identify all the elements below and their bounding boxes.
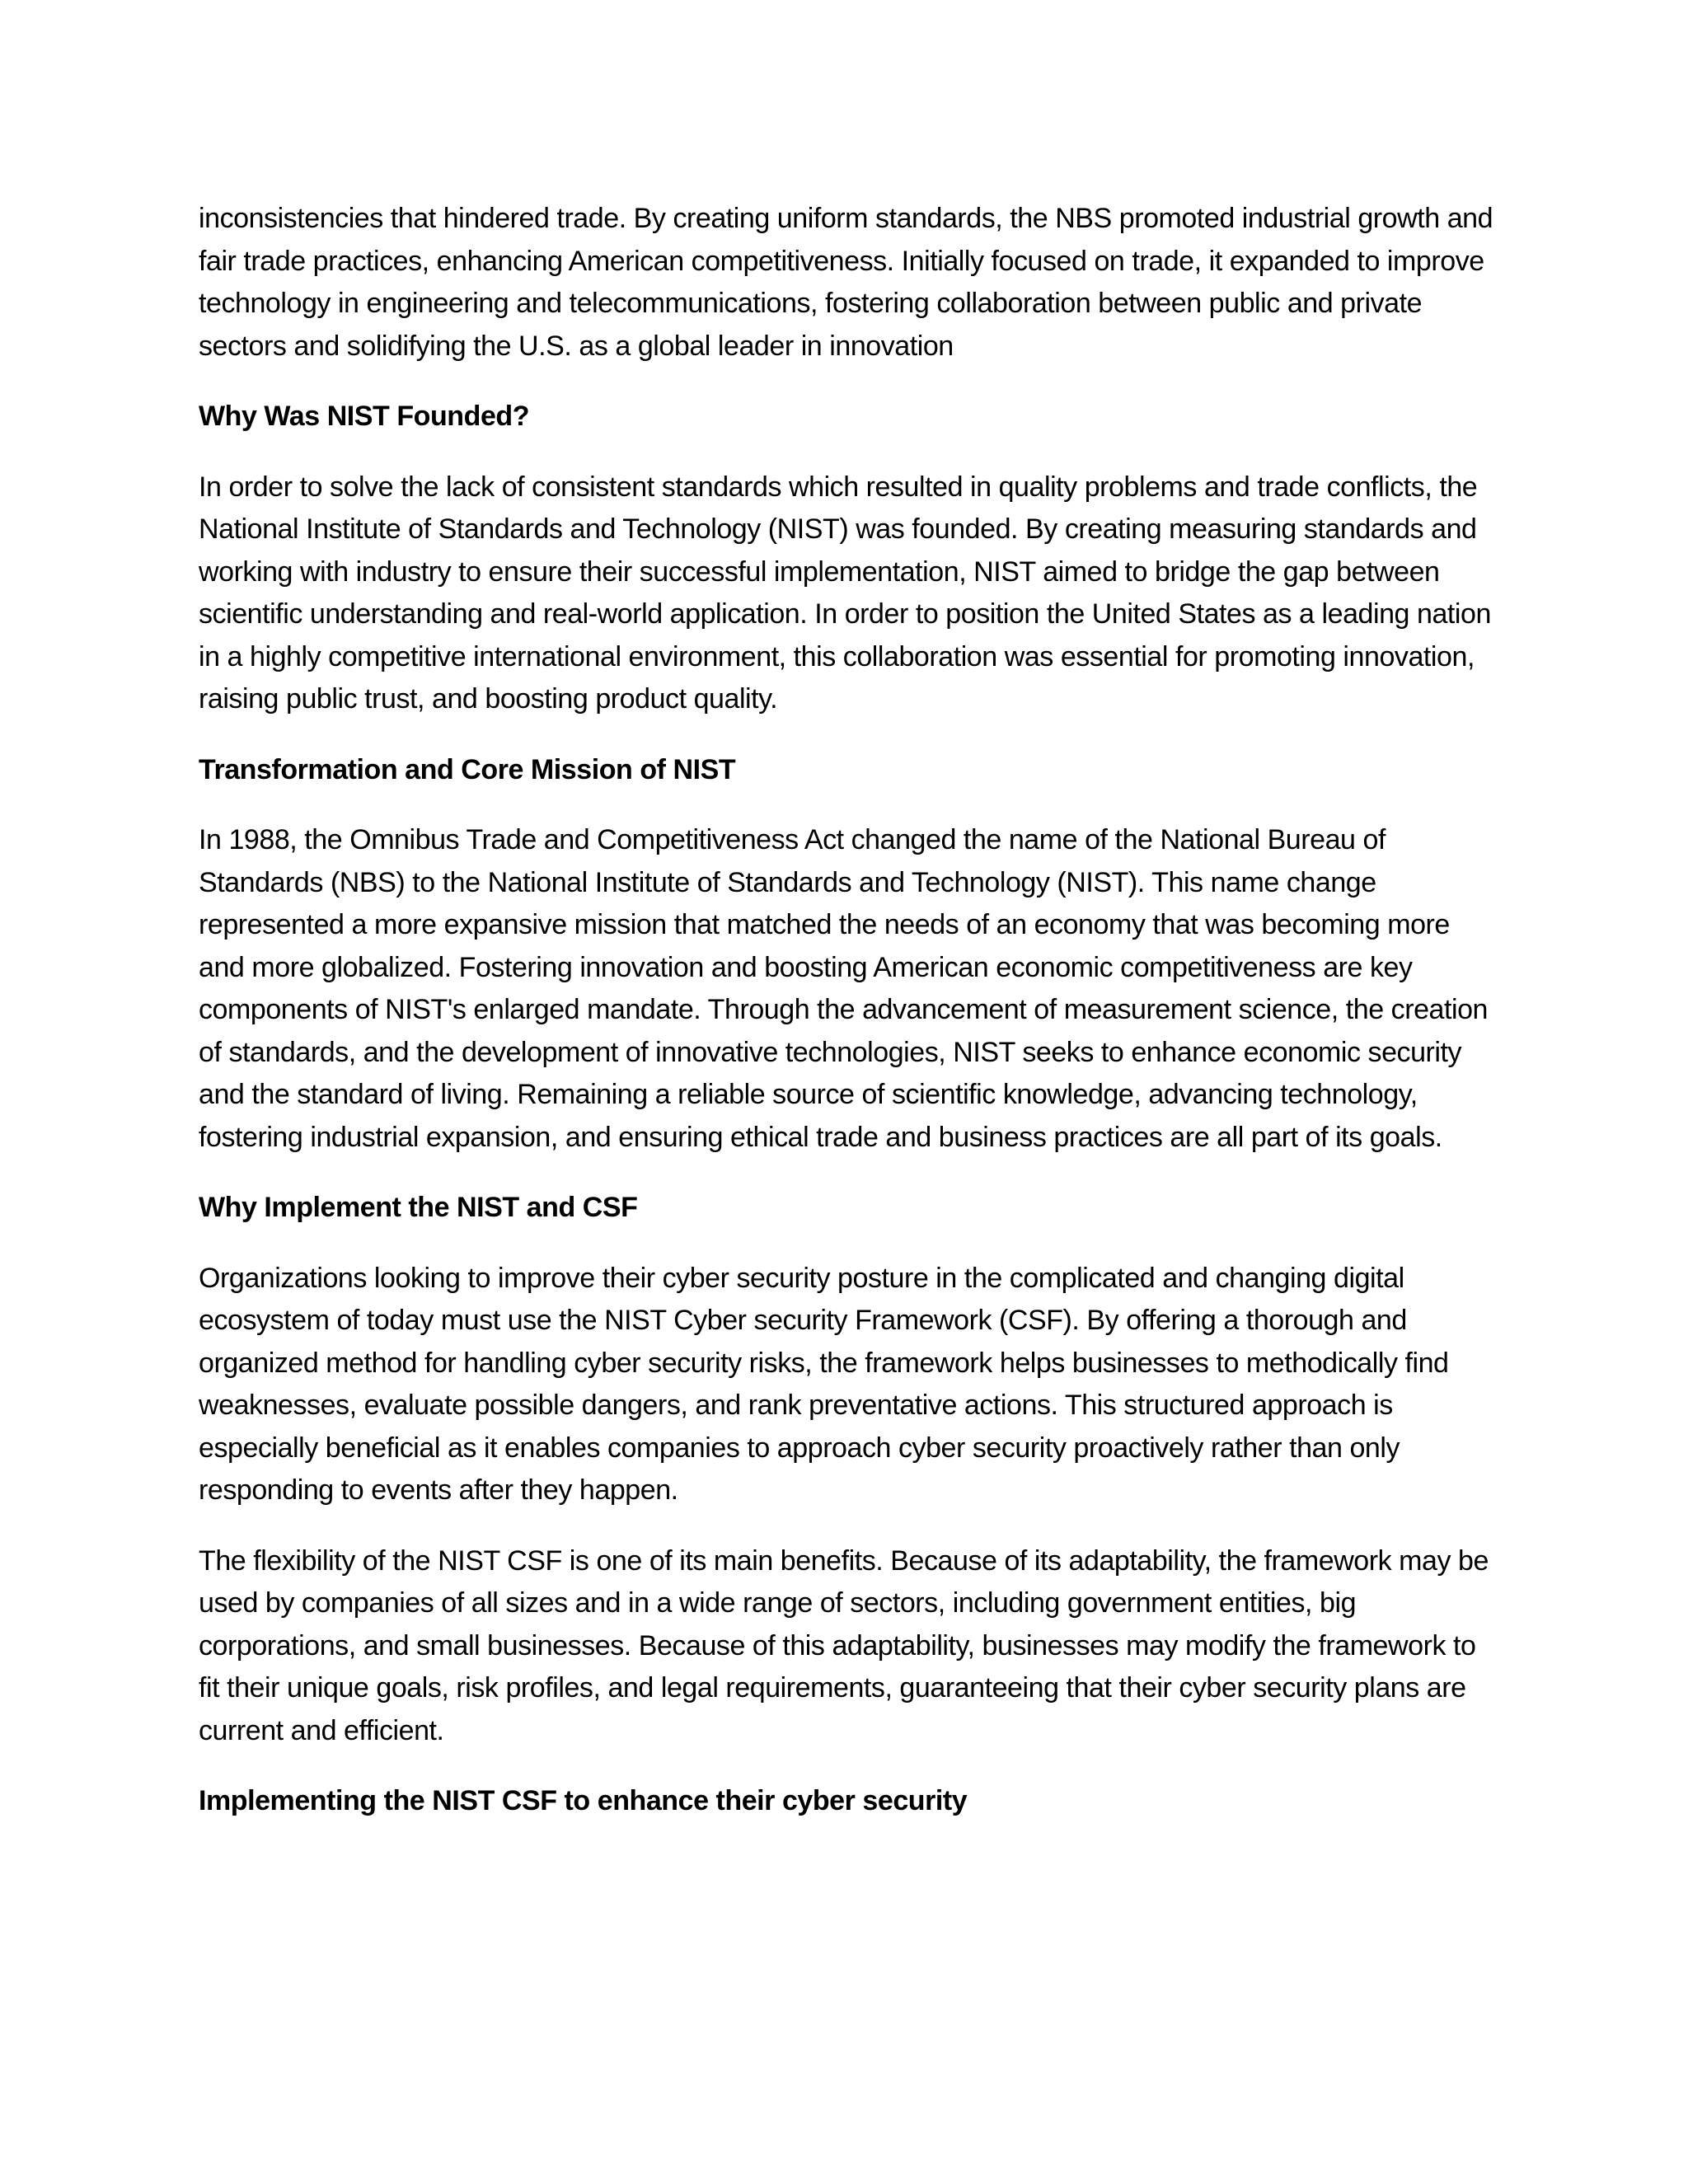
paragraph-why-founded: In order to solve the lack of consistent standards which resulted in quality problems and trade conflicts, the National Institute of Standards and Technology (NIST) was founded. By creating measuring standards and working with industry to ensure their successful implementation, NIST aimed to bridge the gap between scientific understanding and real-world application. In order to position the United States as a leading nation in a highly competitive international environment, this collaboration was essential for promoting innovation, raising public trust, and boosting product quality. [199,471,1491,715]
paragraph-transformation: In 1988, the Omnibus Trade and Competitiveness Act changed the name of the National Bureau of Standards (NBS) to the National Institute of Standards and Technology (NIST). This name change represented a more expansive mission that matched the needs of an economy that was becoming more and more globalized. Fostering innovation and boosting American economic competitiveness are key components of NIST's enlarged mandate. Through the advancement of measurement science, the creation of standards, and the development of innovative technologies, NIST seeks to enhance economic security and the standard of living. Remaining a reliable source of scientific knowledge, advancing technology, fostering industrial expansion, and ensuring ethical trade and business practices are all part of its goals. [199,824,1489,1153]
document-body [199,198,1501,1851]
intro-paragraph: inconsistencies that hindered trade. By creating uniform standards, the NBS promoted industrial growth and fair trade practices, enhancing American competitiveness. Initially focused on trade, it expanded to improve technology in engineering and telecommunications, fostering collaboration between public and private sectors and solidifying the U.S. as a global leader in innovation [199,203,1493,362]
heading-why-was-nist-founded: Why Was NIST Founded? [199,401,530,432]
paragraph-flexibility: The flexibility of the NIST CSF is one of its main benefits. Because of its adaptability, the framework may be used by companies of all sizes and in a wide range of sectors, including government entities, big corporations, and small businesses. Because of this adaptability, businesses may modify the framework to fit their unique goals, risk profiles, and legal requirements, guaranteeing that their cyber security plans are current and efficient. [199,1544,1489,1746]
heading-implementing-nist-csf: Implementing the NIST CSF to enhance their cyber security [199,1785,968,1816]
heading-why-implement-nist-csf: Why Implement the NIST and CSF [199,1192,638,1223]
paragraph-why-implement: Organizations looking to improve their cyber security posture in the complicated and changing digital ecosystem of today must use the NIST Cyber security Framework (CSF). By offering a thorough and organized method for handling cyber security risks, the framework helps businesses to methodically find weaknesses, evaluate possible dangers, and rank preventative actions. This structured approach is especially beneficial as it enables companies to approach cyber security proactively rather than only responding to events after they happen. [199,1262,1449,1506]
heading-transformation-core-mission: Transformation and Core Mission of NIST [199,753,736,785]
